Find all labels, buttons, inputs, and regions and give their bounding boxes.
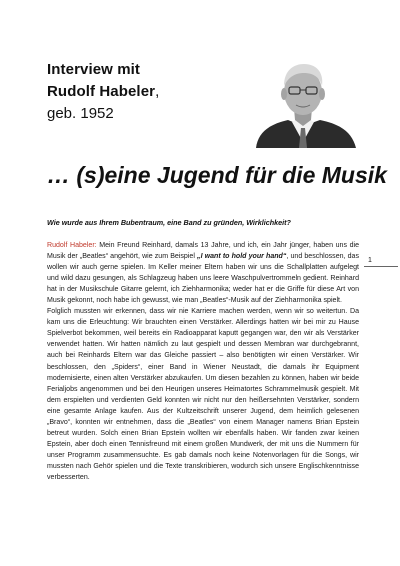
answer-paragraph-2: Folglich mussten wir erkennen, dass wir nie Karriere machen werden, wenn wir so weitertun. Da kam uns die Erleuchtung: Wir brauchten einen Verstärker. Allerdings hatten wir bei mir zu Hause Spielverbot bekommen, weil bereits ein Radioapparat kaputt gegangen war, den wir als Verstärker verwendet hatten. Wir hatten nämlich zu laut gespielt und dessen Membran war durchgebrannt, auch bei Reinhards Eltern war das Gleiche passiert – also benötigten wir einen Verstärker. Wir beschlossen, den „Spiders“, einer Band in Wiener Neustadt, die damals ihr Equipment modernisierte, einen alten Verstärker abzukaufen. Um diesen bezahlen zu können, haben wir beide Ferialjobs angenommen und bei den Heurigen unseres Heimatortes Schrammelmusik gespielt. Mit dem erspielten und verdienten Geld konnten wir nicht nur den heißersehnten Verstärker, sondern eine gesamte Anlage kaufen. Aus der Kultzeitschrift unserer Jugend, dem heimlich gelesenen „Bravo“, konnten wir entnehmen, dass die „Beatles“ von einem Manager namens Brian Epstein betreut wurden. Solch einen Brian Epstein wollten wir ebenfalls haben. Wir fanden zwar keinen Epstein, aber doch einen Tennisfreund mit einem großen Mundwerk, der mit uns die Nummern für unser Programm zusammensuchte. Es gab damals noch keine Notenvorlagen für die Songs, wir mussten nach Gehör spielen und die Texte transkribieren, wodurch sich unsere Englischkenntnisse verbesserten. xyxy=(47,308,359,481)
footnote-marker: 1 xyxy=(368,257,372,264)
answer-text-1a: Mein Freund Reinhard, damals 13 Jahre, und ich, ein Jahr jünger, haben uns die Musik der „Beatles“ angehört, wie zum Beispiel xyxy=(47,242,360,261)
answer-text-1b: , und beschlossen, das wollen wir auch gerne spielen. Im Keller meiner Eltern haben wir uns die Schallplatten aufgelegt und wild dazu gesungen, als Schlagzeug haben uns leere Waschpulvertrommeln gedient. Reinhard hat in der Musikschule Gitarre gelernt, ich Ziehharmonika; weder hat er die Griffe für diese Art von Musik gekonnt, noch habe ich gewusst, wie man „Beatles“-Musik auf der Ziehharmonika spielt. xyxy=(47,253,359,305)
interview-question: Wie wurde aus Ihrem Bubentraum, eine Band zu gründen, Wirklichkeit? xyxy=(47,218,291,227)
interviewee-name: Rudolf Habeler xyxy=(47,83,156,100)
song-title: „I want to hold your hand“ xyxy=(197,253,287,261)
interview-header xyxy=(47,59,247,125)
header-birth-year: geb. 1952 xyxy=(47,105,114,122)
header-line-interview: Interview mit xyxy=(47,61,140,78)
footnote-rule xyxy=(364,266,398,267)
answer-body xyxy=(47,240,359,483)
header-line-name xyxy=(47,81,247,103)
answer-paragraph-1 xyxy=(47,240,359,306)
portrait-photo xyxy=(248,56,358,148)
page-title: … (s)eine Jugend für die Musik xyxy=(47,162,387,188)
speaker-label: Rudolf Habeler: xyxy=(47,242,97,249)
name-comma: , xyxy=(155,83,160,100)
